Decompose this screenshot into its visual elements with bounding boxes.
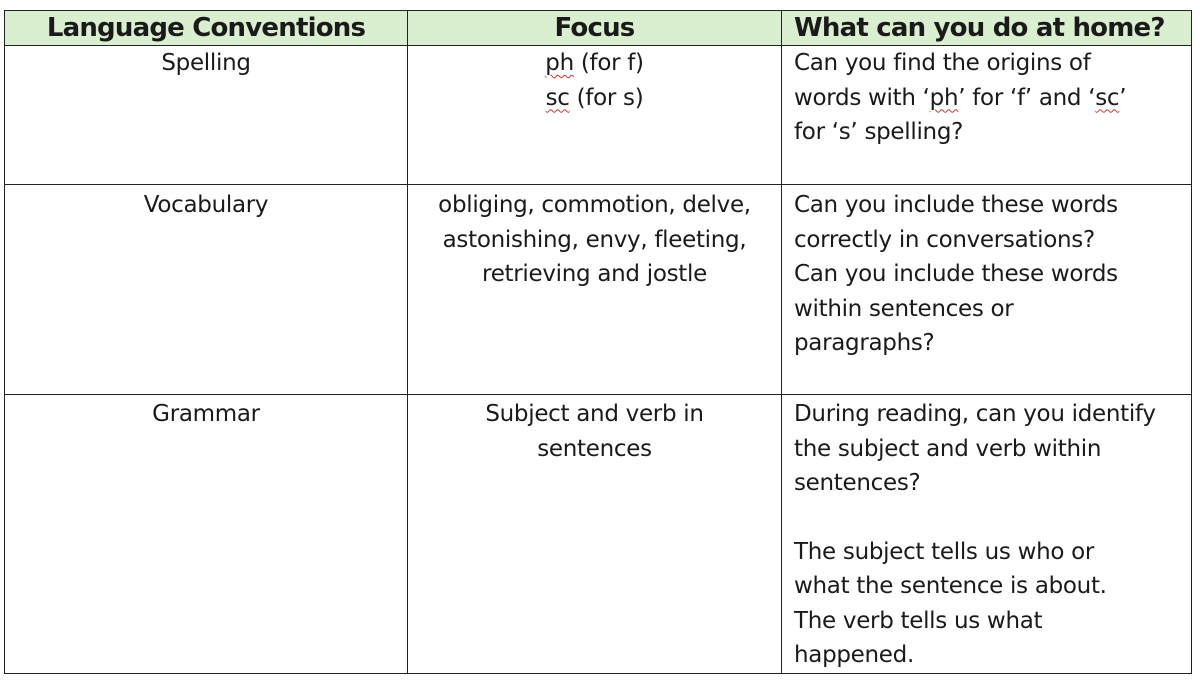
grammar-label: Grammar (152, 401, 260, 427)
cell-vocabulary-focus (408, 185, 782, 395)
grammar-home-line-2: the subject and verb within (794, 435, 1102, 462)
spelling-home-2c: ’ for ‘f’ and ‘ (958, 84, 1096, 111)
header-what-at-home: What can you do at home? (782, 11, 1192, 46)
vocabulary-label: Vocabulary (143, 192, 269, 218)
cell-spelling-focus (408, 46, 782, 185)
spelling-home-2b: ph (929, 84, 959, 111)
spelling-focus-sc-rest: (for s) (569, 84, 644, 111)
vocabulary-home-line-4: within sentences or (794, 295, 1014, 322)
cell-spelling-home (782, 46, 1192, 185)
table-row-grammar (5, 395, 1192, 674)
cell-grammar-label (5, 395, 408, 674)
spelling-home-2d: sc (1095, 84, 1120, 111)
grammar-home-blank-line (794, 501, 1187, 535)
vocabulary-home-line-1: Can you include these words (794, 192, 1118, 218)
vocabulary-home-line-3: Can you include these words (794, 261, 1118, 287)
table-row-spelling (5, 46, 1192, 185)
spelling-home-line-2 (794, 81, 1187, 116)
spelling-focus-ph-word: ph (545, 50, 574, 76)
grammar-focus-line-2: sentences (537, 435, 652, 462)
language-conventions-table (4, 10, 1192, 674)
grammar-focus-line-1: Subject and verb in (485, 401, 704, 427)
grammar-home-line-4: The subject tells us who or (794, 538, 1095, 565)
spelling-home-line-1: Can you find the origins of (794, 50, 1091, 76)
grammar-home-line-3: sentences? (794, 470, 921, 496)
spelling-home-2e: ’ (1119, 84, 1127, 111)
grammar-home-line-6: The verb tells us what (794, 607, 1043, 634)
vocabulary-focus-line-1: obliging, commotion, delve, (438, 192, 751, 218)
spelling-focus-sc (408, 81, 781, 116)
spelling-focus-ph-rest: (for f) (573, 50, 644, 76)
grammar-home-line-7: happened. (794, 642, 914, 668)
cell-grammar-home (782, 395, 1192, 674)
spelling-focus-sc-word: sc (545, 84, 570, 111)
cell-vocabulary-label (5, 185, 408, 395)
spelling-home-line-3: for ‘s’ spelling? (794, 119, 964, 145)
vocabulary-home-line-2: correctly in conversations? (794, 226, 1095, 253)
grammar-home-line-5: what the sentence is about. (794, 573, 1107, 599)
spelling-home-2a: words with ‘ (794, 84, 930, 111)
vocabulary-focus-line-2: astonishing, envy, fleeting, (442, 226, 747, 253)
header-focus: Focus (408, 11, 782, 46)
vocabulary-home-line-5: paragraphs? (794, 330, 935, 356)
cell-spelling-label (5, 46, 408, 185)
spelling-label: Spelling (161, 50, 251, 76)
grammar-home-line-1: During reading, can you identify (794, 401, 1156, 427)
vocabulary-focus-line-3: retrieving and jostle (482, 261, 707, 287)
table-row-vocabulary (5, 185, 1192, 395)
header-row (5, 11, 1192, 46)
cell-vocabulary-home (782, 185, 1192, 395)
header-language-conventions: Language Conventions (5, 11, 408, 46)
spelling-focus-ph (408, 46, 781, 81)
cell-grammar-focus (408, 395, 782, 674)
